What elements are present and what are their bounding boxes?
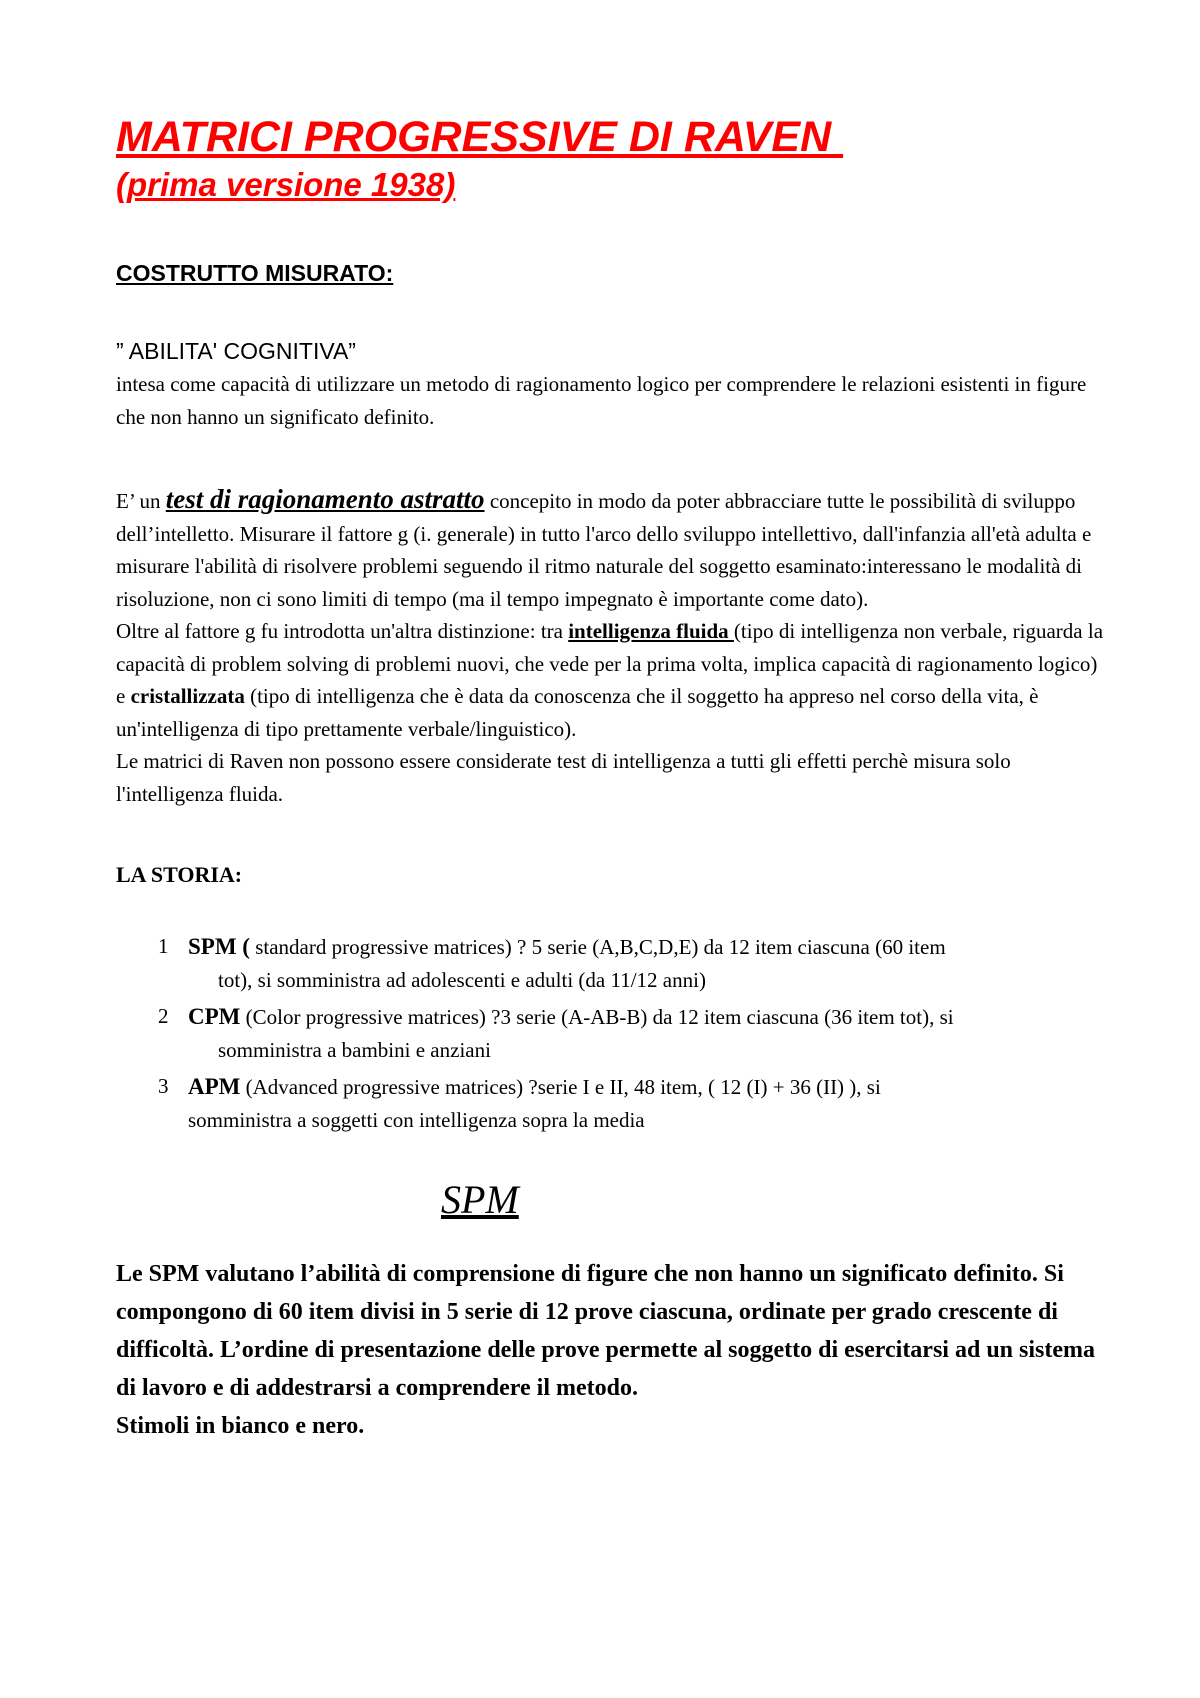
- spm-description: [116, 1255, 1106, 1445]
- keyword-fluid-intelligence: intelligenza fluida: [568, 619, 734, 643]
- document-content: [116, 112, 1106, 1445]
- list-text: (Color progressive matrices) ?3 serie (A-AB-B) da 12 item ciascuna (36 item tot), si: [240, 1005, 954, 1029]
- list-acronym: CPM: [188, 1004, 241, 1029]
- spm-section-title: SPM: [441, 1177, 519, 1222]
- keyword-abstract-test: test di ragionamento astratto: [165, 484, 485, 514]
- list-text: standard progressive matrices) ? 5 serie (A,B,C,D,E) da 12 item ciascuna (60 item: [249, 935, 946, 959]
- list-item: [116, 1000, 1106, 1067]
- list-acronym: SPM (: [188, 934, 250, 959]
- paragraph-text: (tipo di intelligenza non verbale, riguarda la capacità di problem solving di problemi nuovi, che vede per la prima volta, implica capacità di ragionamento logico) e: [116, 619, 1104, 708]
- list-item: [116, 930, 1106, 997]
- construct-name: ” ABILITA' COGNITIVA”: [116, 338, 356, 364]
- paragraph-limitation: Le matrici di Raven non possono essere considerate test di intelligenza a tutti gli effetti perchè misura solo l'intelligenza fluida.: [116, 749, 1011, 806]
- construct-description: intesa come capacità di utilizzare un metodo di ragionamento logico per comprendere le relazioni esistenti in figure che non hanno un significato definito.: [116, 372, 1087, 429]
- list-text: (Advanced progressive matrices) ?serie I e II, 48 item, ( 12 (I) + 36 (II) ), si: [240, 1075, 881, 1099]
- list-text-continued: somministra a bambini e anziani: [218, 1038, 491, 1062]
- paragraph-text: Oltre al fattore g fu introdotta un'altra distinzione: tra: [116, 619, 569, 643]
- construct-heading: COSTRUTTO MISURATO:: [116, 260, 394, 286]
- paragraph-text: E’ un: [116, 489, 166, 513]
- paragraph-abstract-test: [116, 483, 1106, 615]
- list-item: [116, 1070, 1106, 1137]
- spm-text: Le SPM valutano l’abilità di comprensione di figure che non hanno un significato definito. Si compongono di 60 item divisi in 5 serie di 12 prove ciascuna, ordinate per grado crescente di difficoltà. L’ordine di presentazione delle prove permette al soggetto di esercitarsi ad un sistema di lavoro e di addestrarsi a comprendere il metodo.: [116, 1261, 1095, 1401]
- paragraph-text: (tipo di intelligenza che è data da conoscenza che il soggetto ha appreso nel corso della vita, è un'intelligenza di tipo prettamente verbale/linguistico).: [116, 684, 1039, 741]
- history-list: [116, 930, 1106, 1137]
- list-number: 1: [158, 934, 169, 958]
- spm-text-stimuli: Stimoli in bianco e nero.: [116, 1413, 365, 1439]
- paragraph-fluid-crystallized: [116, 615, 1106, 745]
- list-text-continued: tot), si somministra ad adolescenti e adulti (da 11/12 anni): [218, 968, 706, 992]
- list-number: 2: [158, 1004, 169, 1028]
- history-heading: LA STORIA:: [116, 862, 243, 887]
- list-number: 3: [158, 1074, 169, 1098]
- paragraph-text: concepito in modo da poter abbracciare tutte le possibilità di sviluppo dell’intelletto. Misurare il fattore g (i. generale) in tutto l'arco dello sviluppo intellettivo, dall'infanzia all'età adulta e misurare l'abilità di risolvere problemi seguendo il ritmo naturale del soggetto esaminato:interessano le modalità di risoluzione, non ci sono limiti di tempo (ma il tempo impegnato è importante come dato).: [116, 489, 1092, 611]
- document-subtitle: (prima versione 1938): [116, 166, 456, 203]
- keyword-crystallized: cristallizzata: [130, 684, 245, 708]
- document-title: MATRICI PROGRESSIVE DI RAVEN: [116, 113, 844, 161]
- list-acronym: APM: [188, 1074, 241, 1099]
- list-text-continued: somministra a soggetti con intelligenza sopra la media: [188, 1108, 645, 1132]
